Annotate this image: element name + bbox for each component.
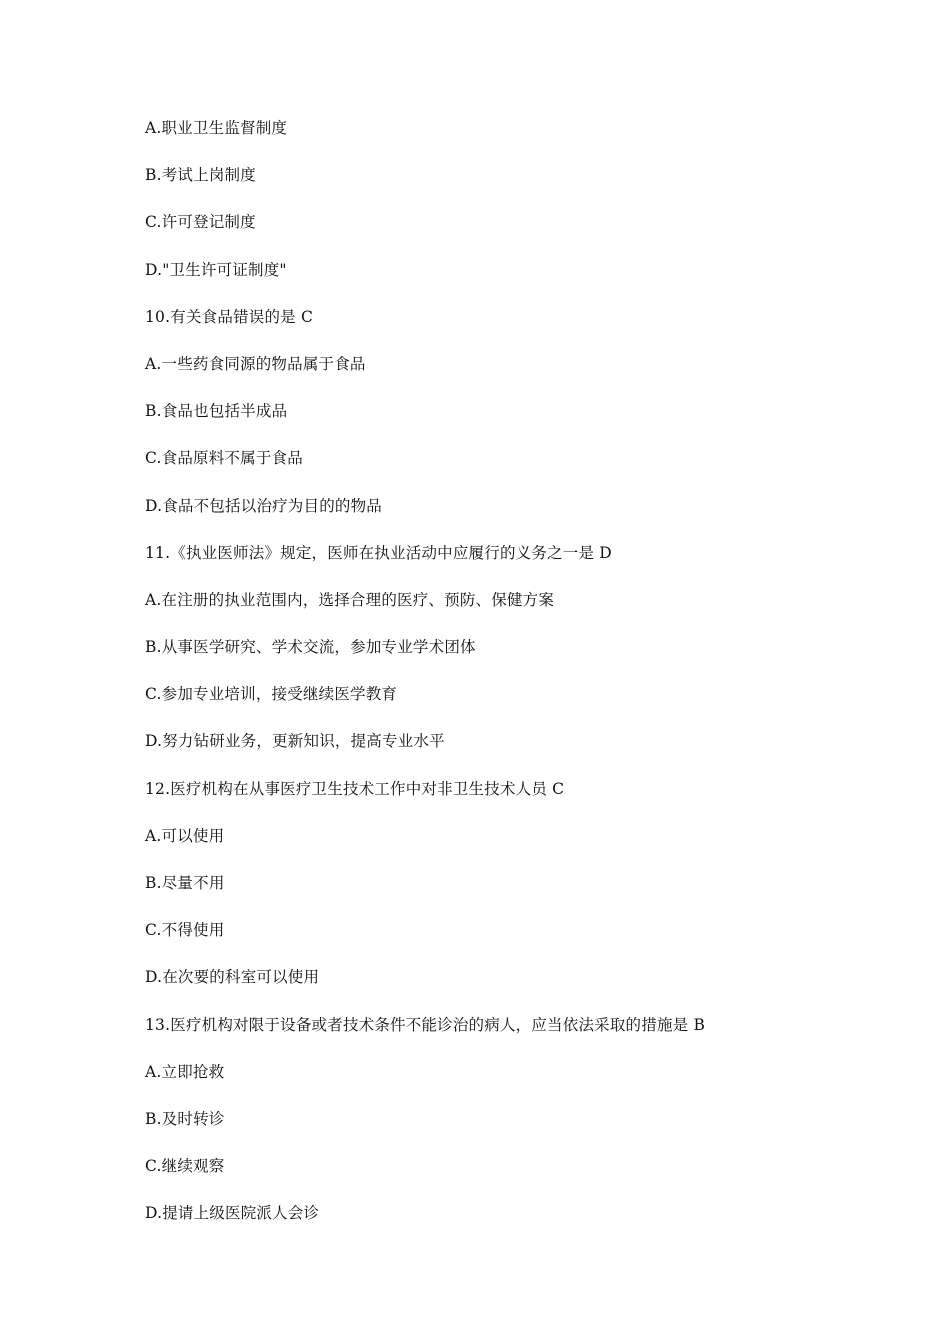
option-line: D."卫生许可证制度" <box>145 260 287 279</box>
document-body <box>145 114 905 1247</box>
question-line: 12.医疗机构在从事医疗卫生技术工作中对非卫生技术人员 C <box>145 779 565 798</box>
option-line: C.参加专业培训，接受继续医学教育 <box>145 685 398 704</box>
option-line: C.不得使用 <box>145 921 225 940</box>
option-line: D.提请上级医院派人会诊 <box>145 1204 320 1223</box>
option-line: C.继续观察 <box>145 1157 225 1176</box>
option-line: B.尽量不用 <box>145 874 225 892</box>
option-line: B.考试上岗制度 <box>145 166 256 185</box>
option-line: A.可以使用 <box>145 826 225 845</box>
question-line: 10.有关食品错误的是 C <box>145 307 314 326</box>
option-line: B.及时转诊 <box>145 1109 225 1128</box>
option-line: A.立即抢救 <box>145 1062 225 1081</box>
question-line: 13.医疗机构对限于设备或者技术条件不能诊治的病人，应当依法采取的措施是 B <box>145 1015 706 1034</box>
option-line: C.食品原料不属于食品 <box>145 449 303 468</box>
option-line: B.从事医学研究、学术交流，参加专业学术团体 <box>145 638 476 657</box>
option-line: A.职业卫生监督制度 <box>145 119 288 137</box>
question-line: 11.《执业医师法》规定，医师在执业活动中应履行的义务之一是 D <box>145 543 612 562</box>
option-line: D.努力钻研业务，更新知识，提高专业水平 <box>145 732 445 751</box>
option-line: A.在注册的执业范围内，选择合理的医疗、预防、保健方案 <box>145 590 555 609</box>
option-line: D.食品不包括以治疗为目的的物品 <box>145 496 383 515</box>
option-line: C.许可登记制度 <box>145 213 256 232</box>
option-line: D.在次要的科室可以使用 <box>145 968 320 987</box>
option-line: B.食品也包括半成品 <box>145 402 288 421</box>
option-line: A.一些药食同源的物品属于食品 <box>145 354 366 373</box>
